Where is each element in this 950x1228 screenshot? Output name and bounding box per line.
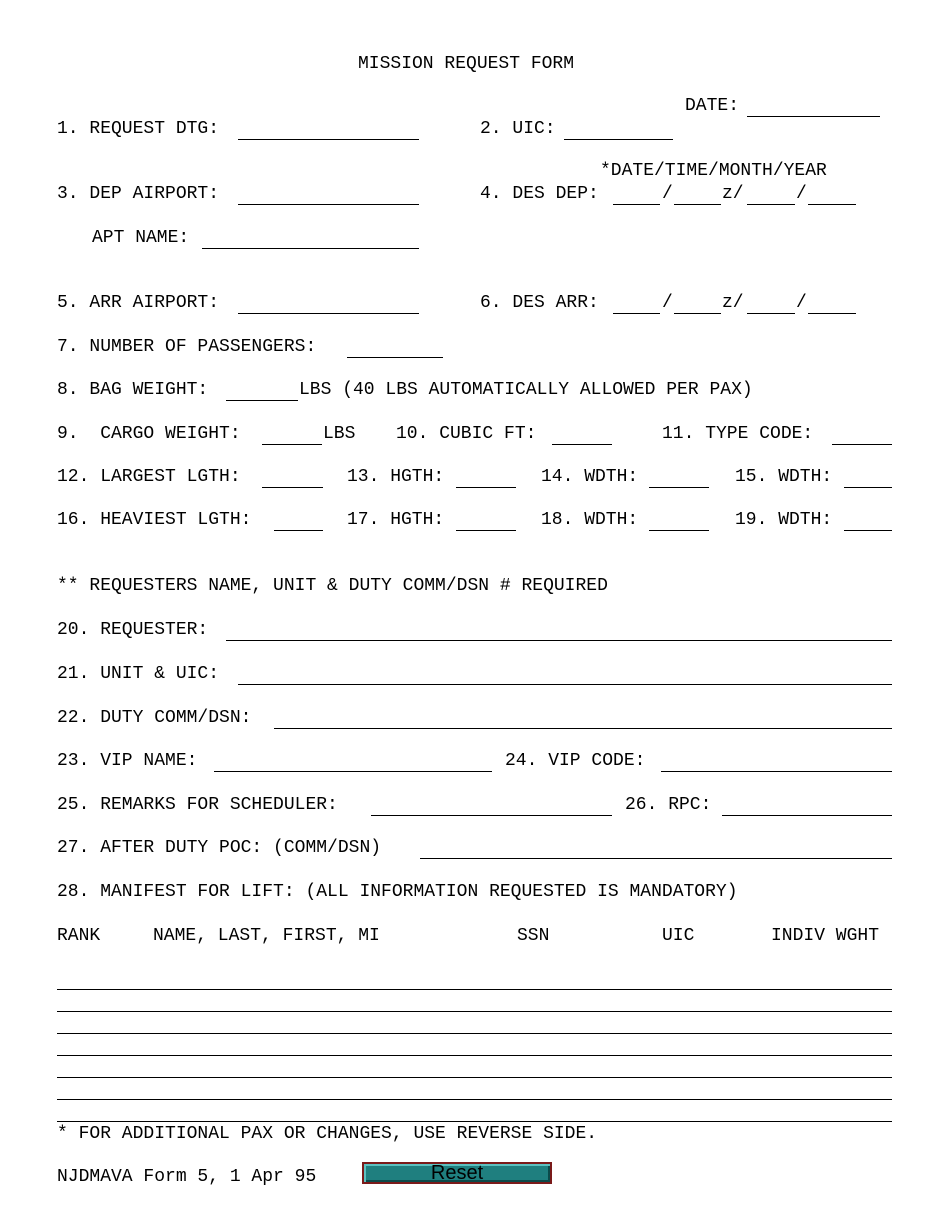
apt-name-field[interactable] [202,248,419,249]
manifest-line[interactable] [57,989,892,990]
largest-lgth-label: 12. LARGEST LGTH: [57,467,241,487]
cubic-ft-field[interactable] [552,444,612,445]
vip-code-label: 24. VIP CODE: [505,751,646,771]
cargo-weight-field[interactable] [262,444,322,445]
vip-name-label: 23. VIP NAME: [57,751,198,771]
requester-field[interactable] [226,640,892,641]
form-title: MISSION REQUEST FORM [358,54,575,74]
des-arr-label: 6. DES ARR: [480,293,599,313]
manifest-header-name: NAME, LAST, FIRST, MI [153,926,380,946]
largest-wdth2-label: 15. WDTH: [735,467,833,487]
manifest-line[interactable] [57,1077,892,1078]
des-dep-time-field[interactable] [674,204,721,205]
date-format-note: *DATE/TIME/MONTH/YEAR [600,161,827,181]
after-duty-poc-label: 27. AFTER DUTY POC: (COMM/DSN) [57,838,382,858]
manifest-header-weight: INDIV WGHT [771,926,880,946]
manifest-header-rank: RANK [57,926,101,946]
manifest-header-uic: UIC [662,926,695,946]
largest-hgth-label: 13. HGTH: [347,467,445,487]
reset-button-label: Reset [430,1162,484,1184]
des-arr-sep-1: / [662,293,673,313]
des-dep-date-field[interactable] [613,204,660,205]
largest-wdth2-field[interactable] [844,487,892,488]
unit-uic-field[interactable] [238,684,892,685]
remarks-label: 25. REMARKS FOR SCHEDULER: [57,795,338,815]
arr-airport-label: 5. ARR AIRPORT: [57,293,220,313]
unit-uic-label: 21. UNIT & UIC: [57,664,220,684]
dep-airport-label: 3. DEP AIRPORT: [57,184,220,204]
largest-wdth-field[interactable] [649,487,709,488]
manifest-label: 28. MANIFEST FOR LIFT: (ALL INFORMATION REQUESTED IS MANDATORY) [57,882,738,902]
manifest-line[interactable] [57,1033,892,1034]
vip-code-field[interactable] [661,771,892,772]
des-dep-sep-3: / [796,184,807,204]
bag-weight-label: 8. BAG WEIGHT: [57,380,209,400]
after-duty-poc-field[interactable] [420,858,892,859]
des-arr-month-field[interactable] [747,313,795,314]
manifest-line[interactable] [57,1099,892,1100]
vip-name-field[interactable] [214,771,492,772]
des-dep-month-field[interactable] [747,204,795,205]
arr-airport-field[interactable] [238,313,419,314]
largest-hgth-field[interactable] [456,487,516,488]
des-dep-label: 4. DES DEP: [480,184,599,204]
form-id: NJDMAVA Form 5, 1 Apr 95 [57,1167,317,1187]
duty-comm-field[interactable] [274,728,892,729]
heaviest-wdth2-label: 19. WDTH: [735,510,833,530]
cubic-ft-label: 10. CUBIC FT: [396,424,537,444]
dep-airport-field[interactable] [238,204,419,205]
heaviest-wdth-label: 18. WDTH: [541,510,639,530]
manifest-line[interactable] [57,1121,892,1122]
rpc-field[interactable] [722,815,892,816]
uic-field[interactable] [564,139,673,140]
date-label: DATE: [685,96,740,116]
bag-weight-field[interactable] [226,400,298,401]
heaviest-wdth-field[interactable] [649,530,709,531]
type-code-field[interactable] [832,444,892,445]
des-arr-sep-3: / [796,293,807,313]
des-dep-sep-1: / [662,184,673,204]
apt-name-label: APT NAME: [92,228,190,248]
bag-weight-note: LBS (40 LBS AUTOMATICALLY ALLOWED PER PAX) [299,380,753,400]
manifest-line[interactable] [57,1055,892,1056]
remarks-field[interactable] [371,815,612,816]
uic-label: 2. UIC: [480,119,556,139]
des-arr-time-field[interactable] [674,313,721,314]
passengers-field[interactable] [347,357,443,358]
largest-lgth-field[interactable] [262,487,323,488]
type-code-label: 11. TYPE CODE: [662,424,814,444]
heaviest-lgth-label: 16. HEAVIEST LGTH: [57,510,252,530]
rpc-label: 26. RPC: [625,795,712,815]
duty-comm-label: 22. DUTY COMM/DSN: [57,708,252,728]
heaviest-wdth2-field[interactable] [844,530,892,531]
manifest-line[interactable] [57,1011,892,1012]
des-arr-year-field[interactable] [808,313,856,314]
des-arr-date-field[interactable] [613,313,660,314]
footer-note: * FOR ADDITIONAL PAX OR CHANGES, USE REVERSE SIDE. [57,1124,598,1144]
heaviest-lgth-field[interactable] [274,530,323,531]
date-field[interactable] [747,116,880,117]
cargo-weight-label: 9. CARGO WEIGHT: [57,424,241,444]
passengers-label: 7. NUMBER OF PASSENGERS: [57,337,317,357]
heaviest-hgth-field[interactable] [456,530,516,531]
requester-label: 20. REQUESTER: [57,620,209,640]
reset-button[interactable] [362,1162,552,1184]
des-arr-sep-2: z/ [722,293,744,313]
heaviest-hgth-label: 17. HGTH: [347,510,445,530]
cargo-weight-unit: LBS [323,424,356,444]
required-note: ** REQUESTERS NAME, UNIT & DUTY COMM/DSN # REQUIRED [57,576,608,596]
largest-wdth-label: 14. WDTH: [541,467,639,487]
request-dtg-label: 1. REQUEST DTG: [57,119,220,139]
request-dtg-field[interactable] [238,139,419,140]
des-dep-year-field[interactable] [808,204,856,205]
manifest-header-ssn: SSN [517,926,550,946]
des-dep-sep-2: z/ [722,184,744,204]
